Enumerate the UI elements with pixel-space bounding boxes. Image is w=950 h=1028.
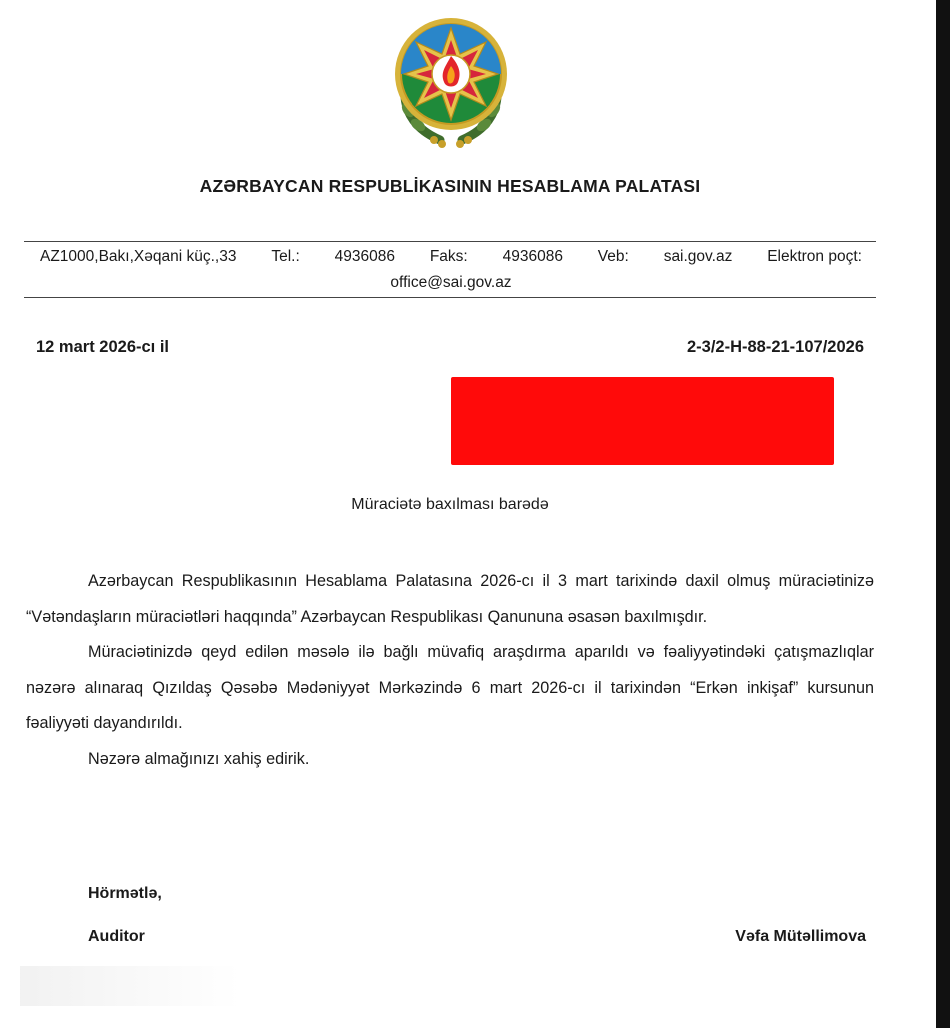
faded-watermark-area: [20, 966, 240, 1006]
body-paragraph: Nəzərə almağınızı xahiş edirik.: [88, 749, 310, 768]
body-paragraph: Azərbaycan Respublikasının Hesablama Palatasına 2026-cı il 3 mart tarixində daxil olmuş müraciətinizə “Vətəndaşların müraciətləri haqqında” Azərbaycan Respublikası Qanununa əsasən baxılmışdır.: [26, 572, 874, 626]
letter-subject: Müraciətə baxılması barədə: [351, 496, 549, 513]
header-rule-bottom: [24, 297, 876, 298]
reference-number: 2-3/2-H-88-21-107/2026: [686, 338, 864, 356]
contact-fax: 4936086: [502, 248, 563, 265]
header-rule-top: [24, 241, 876, 242]
signer-name: Vəfa Mütəllimova: [735, 928, 866, 945]
contact-tel: 4936086: [334, 248, 395, 265]
contact-web[interactable]: sai.gov.az: [663, 248, 733, 265]
closing-salutation: Hörmətlə,: [88, 885, 162, 902]
contact-block: [40, 244, 862, 296]
letter-body: [26, 564, 874, 777]
coat-of-arms-icon: [388, 12, 514, 152]
contact-email[interactable]: office@sai.gov.az: [390, 274, 512, 291]
signer-position: Auditor: [88, 928, 145, 945]
letter-date: 12 mart 2026-cı il: [36, 338, 169, 356]
contact-tel-label: Tel.:: [271, 248, 300, 265]
contact-web-label: Veb:: [597, 248, 629, 265]
contact-address: AZ1000,Bakı,Xəqani küç.,33: [40, 248, 237, 265]
organization-title: AZƏRBAYCAN RESPUBLİKASININ HESABLAMA PALATASI: [199, 176, 701, 196]
body-paragraph: Müraciətinizdə qeyd edilən məsələ ilə bağlı müvafiq araşdırma aparıldı və fəaliyyətindəki çatışmazlıqlar nəzərə alınaraq Qızıldaş Qəsəbə Mədəniyyət Mərkəzində 6 mart 2026-cı il tarixindən “Erkən inkişaf” kursunun fəaliyyəti dayandırıldı.: [26, 643, 874, 732]
contact-fax-label: Faks:: [429, 248, 468, 265]
contact-email-label: Elektron poçt:: [767, 248, 862, 265]
redacted-recipient-block: [451, 377, 834, 465]
screen-edge-border: [936, 0, 950, 1028]
